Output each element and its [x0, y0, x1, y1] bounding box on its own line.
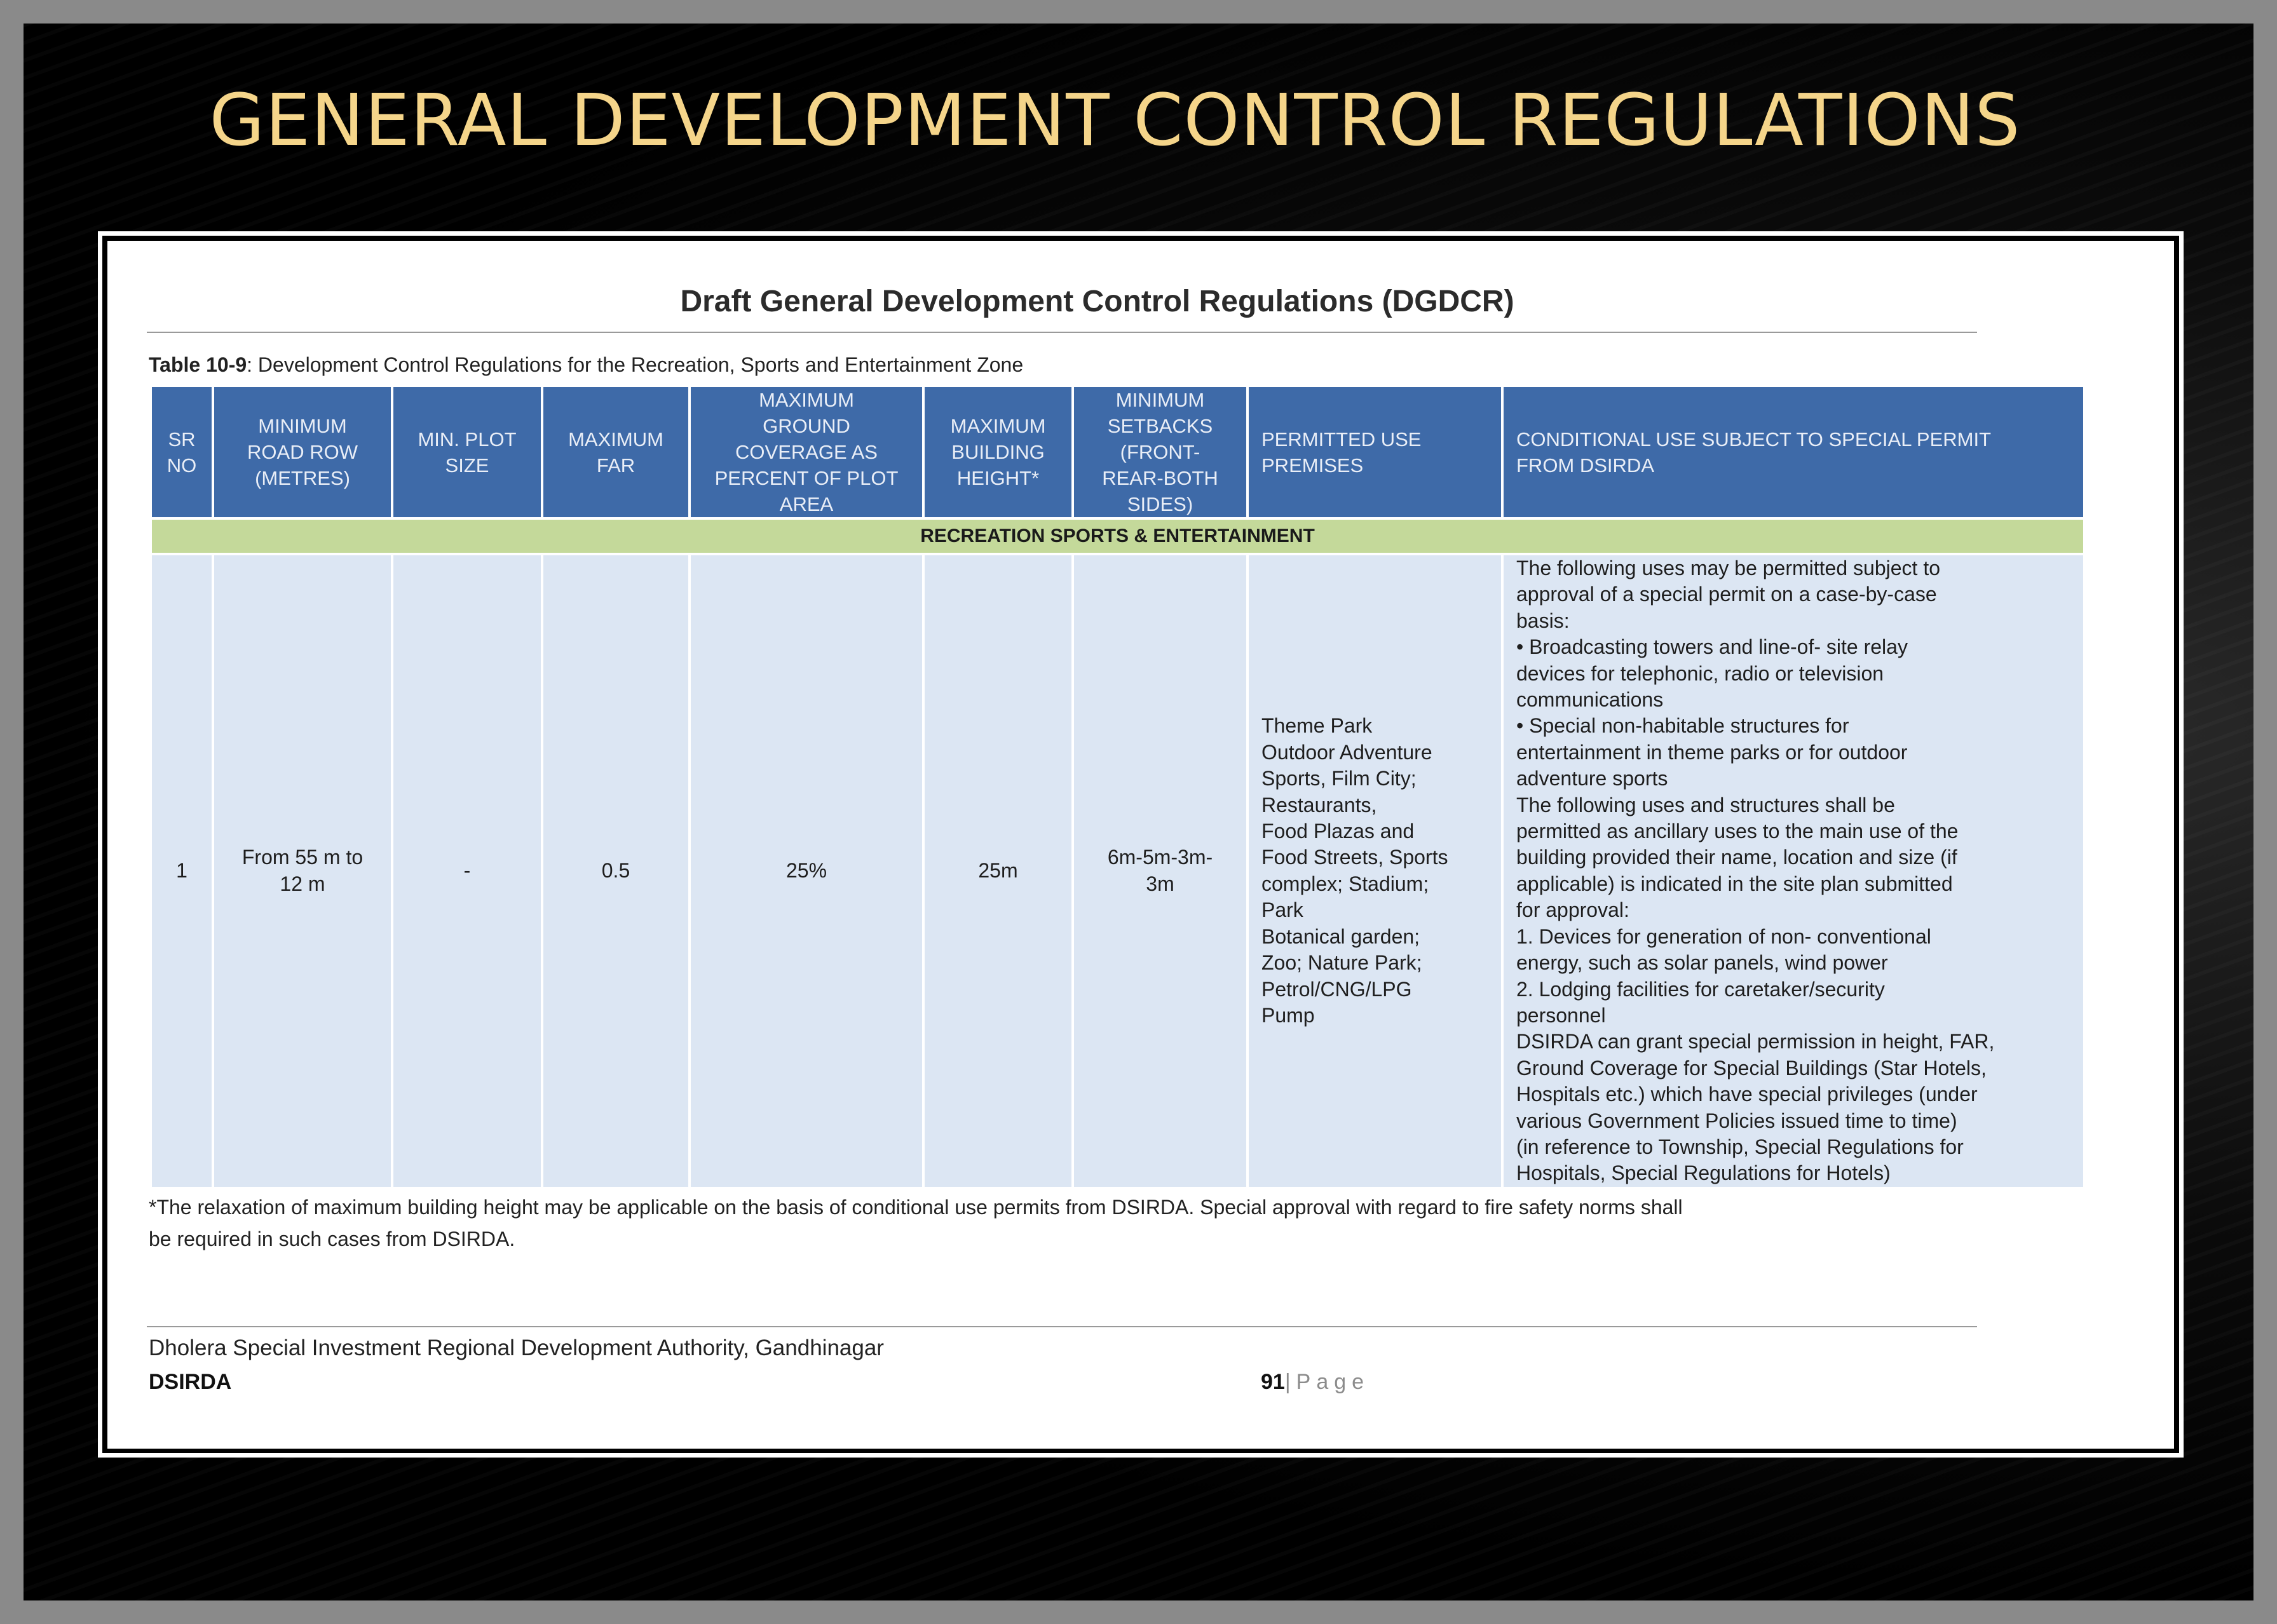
footer-page-number — [1261, 1365, 1370, 1398]
header-divider — [147, 332, 1977, 333]
text-line: *The relaxation of maximum building height may be applicable on the basis of conditional use permits from DSIRDA. Special approval with regard to fire safety norms shall — [149, 1196, 1683, 1219]
text-line: (METRES) — [255, 467, 350, 489]
text-line: complex; Stadium; — [1261, 872, 1429, 895]
header-conditional-use — [1502, 386, 2084, 518]
text-line: The following uses may be permitted subject to — [1516, 557, 1940, 579]
text-line: PERMITTED USE — [1261, 428, 1422, 450]
footer-org: DSIRDA — [149, 1370, 232, 1394]
text-line: • Broadcasting towers and line-of- site relay — [1516, 635, 1908, 659]
text-line: SIDES) — [1127, 493, 1193, 515]
slide-title: GENERAL DEVELOPMENT CONTROL REGULATIONS — [209, 79, 2021, 162]
text-line: Hospitals, Special Regulations for Hotels) — [1516, 1161, 1891, 1185]
text-line: PREMISES — [1261, 454, 1364, 477]
text-line: MINIMUM — [1115, 389, 1205, 411]
text-line: building provided their name, location and size (if — [1516, 846, 1957, 869]
text-line: basis: — [1516, 609, 1570, 632]
text-line: REAR-BOTH — [1102, 467, 1218, 489]
table-footnote — [149, 1191, 1992, 1255]
text-line: Restaurants, — [1261, 793, 1377, 816]
table-header-row — [151, 386, 2084, 518]
text-line: Food Plazas and — [1261, 820, 1415, 843]
text-line: approval of a special permit on a case-by-case — [1516, 583, 1937, 606]
cell-max-far: 0.5 — [542, 554, 690, 1188]
text-line: SETBACKS — [1107, 415, 1213, 437]
text-line: Petrol/CNG/LPG — [1261, 977, 1412, 1001]
text-line: From 55 m to — [241, 846, 364, 869]
text-line: FROM DSIRDA — [1516, 454, 1654, 477]
header-max-far — [542, 386, 690, 518]
text-line: The following uses and structures shall be — [1516, 793, 1895, 816]
group-row — [151, 518, 2084, 554]
cell-conditional-use — [1502, 554, 2084, 1188]
header-min-plot-size — [392, 386, 542, 518]
text-line: Ground Coverage for Special Buildings (Star Hotels, — [1516, 1056, 1987, 1079]
text-line: MINIMUM — [258, 415, 347, 437]
text-line: GROUND — [763, 415, 850, 437]
text-line: Park — [1261, 898, 1303, 922]
table-caption — [149, 352, 1023, 377]
regulations-table — [149, 384, 2086, 1189]
cell-min-road-row — [213, 554, 392, 1188]
text-line: entertainment in theme parks or for outdoor — [1516, 740, 1908, 764]
document-title: Draft General Development Control Regulations (DGDCR) — [680, 285, 1514, 318]
text-line: MAXIMUM — [568, 428, 663, 450]
text-line: devices for telephonic, radio or television — [1516, 661, 1884, 685]
header-permitted-use — [1247, 386, 1502, 518]
text-line: 3m — [1146, 872, 1174, 895]
text-line: 1. Devices for generation of non- conventional — [1516, 924, 1931, 948]
text-line: Sports, Film City; — [1261, 767, 1417, 790]
header-sr-no — [151, 386, 213, 518]
text-line: for approval: — [1516, 898, 1629, 922]
text-line: DSIRDA can grant special permission in height, FAR, — [1516, 1030, 1995, 1053]
document-page — [107, 241, 2174, 1449]
text-line: FAR — [596, 454, 636, 477]
text-line: MIN. PLOT — [418, 428, 517, 450]
text-line: Hospitals etc.) which have special privileges (under — [1516, 1083, 1978, 1106]
text-line: be required in such cases from DSIRDA. — [149, 1228, 515, 1250]
text-line: personnel — [1516, 1003, 1606, 1027]
footer-divider — [147, 1326, 1977, 1327]
text-line: HEIGHT* — [956, 467, 1040, 489]
text-line: SIZE — [445, 454, 489, 477]
regulations-table-wrapper — [149, 384, 2083, 1431]
text-line: BUILDING — [951, 441, 1045, 463]
cell-max-building-height: 25m — [923, 554, 1073, 1188]
text-line: adventure sports — [1516, 767, 1668, 790]
text-line: Outdoor Adventure — [1261, 740, 1432, 764]
text-line: COVERAGE AS — [735, 441, 878, 463]
cell-max-ground-coverage: 25% — [690, 554, 923, 1188]
text-line: MAXIMUM — [950, 415, 1046, 437]
cell-sr-no: 1 — [151, 554, 213, 1188]
group-label: RECREATION SPORTS & ENTERTAINMENT — [151, 518, 2084, 554]
text-line: Botanical garden; — [1261, 924, 1420, 948]
text-line: CONDITIONAL USE SUBJECT TO SPECIAL PERMIT — [1516, 428, 1992, 450]
page-label: |Page — [1284, 1370, 1370, 1394]
header-min-road-row — [213, 386, 392, 518]
text-line: Food Streets, Sports — [1261, 846, 1448, 869]
text-line: SR — [168, 428, 196, 450]
cell-min-plot-size: - — [392, 554, 542, 1188]
text-line: permitted as ancillary uses to the main use of the — [1516, 820, 1959, 843]
text-line: Zoo; Nature Park; — [1261, 951, 1422, 975]
text-line: Theme Park — [1261, 714, 1373, 738]
header-max-ground-coverage — [690, 386, 923, 518]
text-line: AREA — [779, 493, 834, 515]
text-line: communications — [1516, 688, 1664, 712]
table-caption-label: Table 10-9 — [149, 353, 247, 376]
text-line: • Special non-habitable structures for — [1516, 714, 1849, 738]
text-line: various Government Policies issued time to time) — [1516, 1109, 1957, 1132]
text-line: (FRONT- — [1120, 441, 1200, 463]
text-line: energy, such as solar panels, wind power — [1516, 951, 1888, 975]
text-line: Pump — [1261, 1003, 1315, 1027]
text-line: 2. Lodging facilities for caretaker/security — [1516, 977, 1885, 1001]
text-line: NO — [167, 454, 197, 477]
table-row — [151, 554, 2084, 1188]
cell-permitted-use — [1247, 554, 1502, 1188]
text-line: PERCENT OF PLOT — [714, 467, 899, 489]
text-line: MAXIMUM — [759, 389, 854, 411]
text-line: (in reference to Township, Special Regulations for — [1516, 1135, 1964, 1158]
page-number: 91 — [1261, 1370, 1285, 1394]
text-line: applicable) is indicated in the site plan submitted — [1516, 872, 1953, 895]
header-min-setbacks — [1073, 386, 1247, 518]
table-caption-text: : Development Control Regulations for the Recreation, Sports and Entertainment Zone — [247, 353, 1024, 376]
cell-min-setbacks — [1073, 554, 1247, 1188]
text-line: ROAD ROW — [247, 441, 358, 463]
text-line: 12 m — [280, 872, 325, 895]
header-max-building-height — [923, 386, 1073, 518]
text-line: 6m-5m-3m- — [1107, 846, 1213, 869]
footer-authority: Dholera Special Investment Regional Development Authority, Gandhinagar — [149, 1336, 884, 1360]
